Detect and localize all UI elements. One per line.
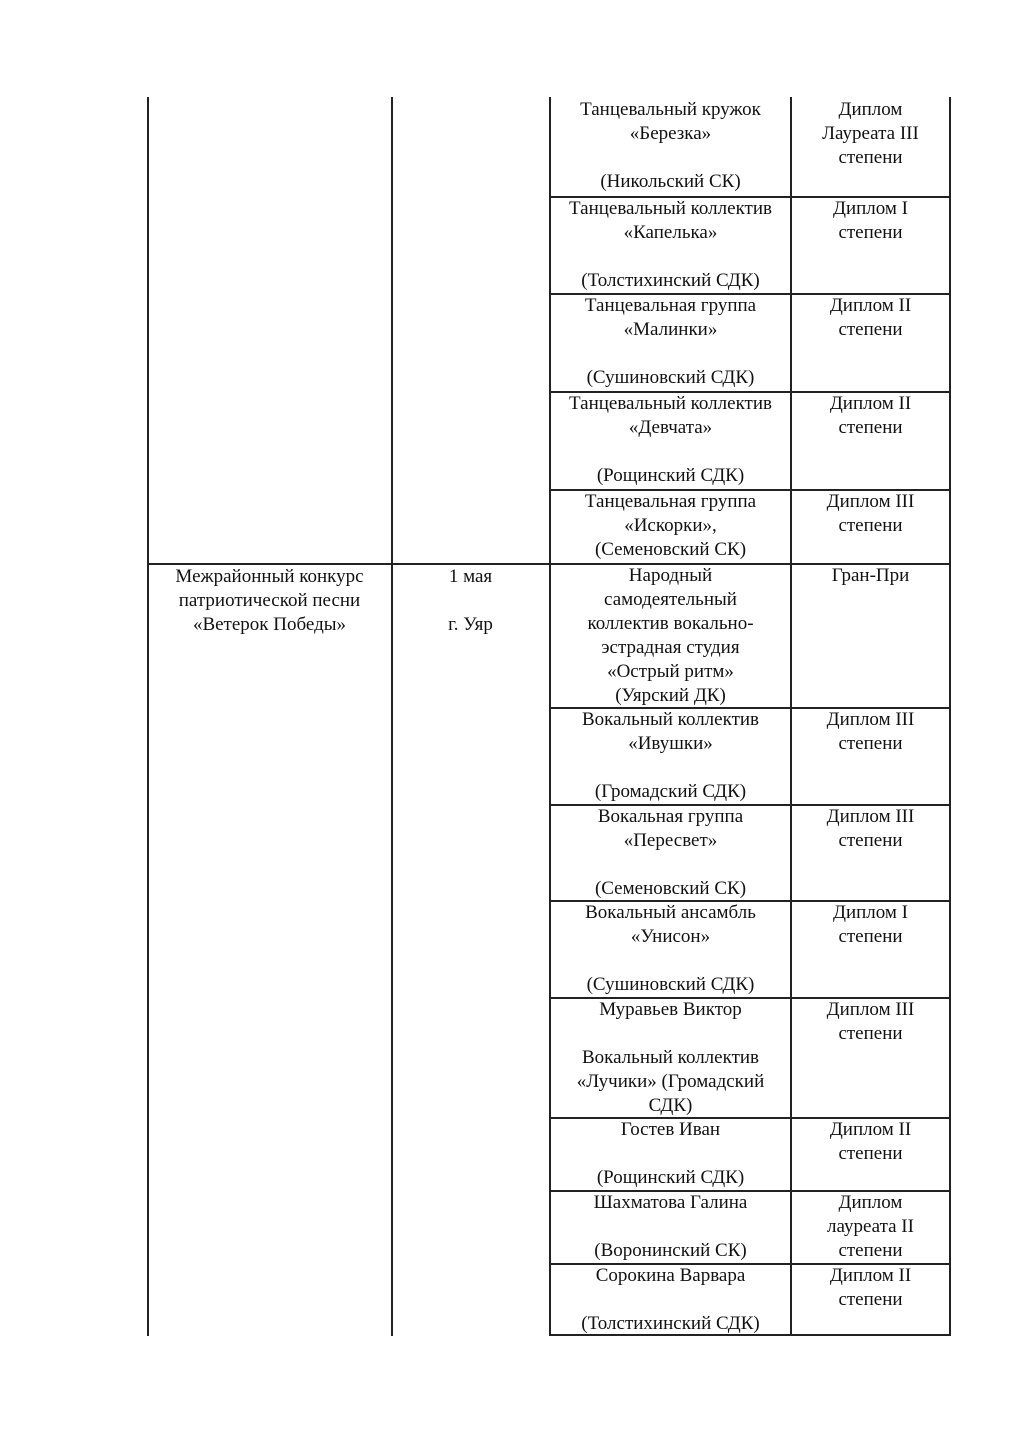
column-divider [391,97,393,1336]
event-date-place: 1 мая г. Уяр [448,566,493,635]
participant-cell: Вокальный коллектив «Ивушки» (Громадский СДК) [581,709,760,802]
award-cell: Диплом III степени [826,999,915,1044]
award-cell: Диплом I степени [832,902,909,947]
participant-cell: Народный самодеятельный коллектив вокально- эстрадная студия «Острый ритм» (Уярский ДК) [587,565,754,706]
award-cell: Диплом I степени [832,198,909,243]
participant-cell: Вокальный ансамбль «Унисон» (Сушиновский СДК) [585,902,756,995]
participant-cell: Танцевальная группа «Искорки», (Семеновский СК) [584,491,757,560]
participant-cell: Вокальная группа «Пересвет» (Семеновский СК) [594,806,747,899]
award-cell: Диплом II степени [829,1265,912,1310]
award-cell: Диплом II степени [829,295,912,340]
participant-cell: Танцевальный коллектив «Капелька» (Толстихинский СДК) [569,198,772,291]
award-cell: Диплом III степени [826,491,915,536]
table-border-left [147,97,149,1336]
participant-cell: Сорокина Варвара (Толстихинский СДК) [581,1265,760,1334]
award-cell: Гран-При [831,565,910,586]
participant-cell: Гостев Иван (Рощинский СДК) [596,1119,745,1188]
award-cell: Диплом III степени [826,709,915,754]
participant-cell: Муравьев Виктор Вокальный коллектив «Лучики» (Громадский СДК) [576,999,765,1116]
event-name: Межрайонный конкурс патриотической песни «Ветерок Победы» [175,566,364,635]
participant-cell: Танцевальный кружок «Березка» (Никольский СК) [580,99,761,192]
participant-cell: Танцевальная группа «Малинки» (Сушиновский СДК) [584,295,757,388]
award-cell: Диплом лауреата II степени [827,1192,914,1261]
award-cell: Диплом III степени [826,806,915,851]
award-cell: Диплом Лауреата III степени [822,99,919,168]
participant-cell: Танцевальный коллектив «Девчата» (Рощинский СДК) [569,393,772,486]
table-border-right [949,97,951,1336]
award-cell: Диплом II степени [829,1119,912,1164]
award-cell: Диплом II степени [829,393,912,438]
participant-cell: Шахматова Галина (Воронинский СК) [593,1192,748,1261]
